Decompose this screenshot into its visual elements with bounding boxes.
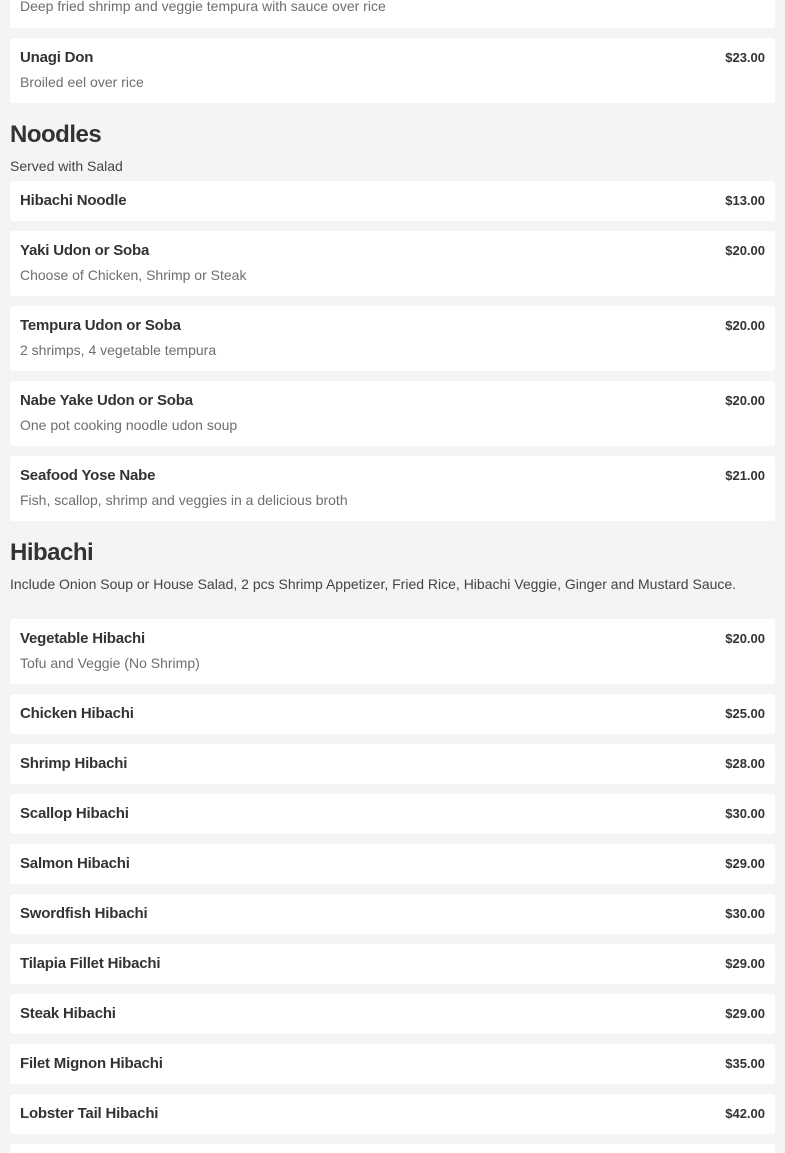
menu-item-tilapia-fillet-hibachi[interactable] xyxy=(10,944,775,984)
menu-item-description: Choose of Chicken, Shrimp or Steak xyxy=(20,267,247,283)
menu-item-shrimp-hibachi[interactable] xyxy=(10,744,775,784)
menu-item-filet-mignon-hibachi[interactable] xyxy=(10,1044,775,1084)
menu-item-price: $20.00 xyxy=(725,393,765,408)
menu-item-name: Steak Hibachi xyxy=(20,1005,116,1022)
menu-item-nabe-yake-udon[interactable] xyxy=(10,381,775,446)
menu-item-name: Hibachi Noodle xyxy=(20,192,127,209)
menu-item-price: $23.00 xyxy=(725,50,765,65)
menu-item-swordfish-hibachi[interactable] xyxy=(10,894,775,934)
section-title-hibachi: Hibachi xyxy=(10,539,94,566)
menu-item-price: $42.00 xyxy=(725,1106,765,1121)
menu-item-name: Salmon Hibachi xyxy=(20,855,130,872)
menu-item-scallop-hibachi[interactable] xyxy=(10,794,775,834)
menu-item-price: $29.00 xyxy=(725,956,765,971)
menu-item-description: Tofu and Veggie (No Shrimp) xyxy=(20,655,200,671)
menu-item-salmon-hibachi[interactable] xyxy=(10,844,775,884)
menu-item-tempura-don[interactable] xyxy=(10,0,775,28)
menu-item-price: $13.00 xyxy=(725,193,765,208)
menu-item-name: Nabe Yake Udon or Soba xyxy=(20,392,193,409)
menu-item-name: Swordfish Hibachi xyxy=(20,905,148,922)
menu-item-price: $20.00 xyxy=(725,243,765,258)
menu-item-price: $35.00 xyxy=(725,1056,765,1071)
menu-item-tempura-udon[interactable] xyxy=(10,306,775,371)
menu-item-description: Broiled eel over rice xyxy=(20,74,144,90)
menu-item-name: Lobster Tail Hibachi xyxy=(20,1105,159,1122)
menu-item-yaki-udon[interactable] xyxy=(10,231,775,296)
menu-item-chicken-hibachi[interactable] xyxy=(10,694,775,734)
menu-item-price: $29.00 xyxy=(725,1006,765,1021)
menu-item-next-partial[interactable] xyxy=(10,1144,775,1153)
menu-item-description: Deep fried shrimp and veggie tempura with sauce over rice xyxy=(20,0,386,14)
menu-item-name: Chicken Hibachi xyxy=(20,705,134,722)
section-description-noodles: Served with Salad xyxy=(10,158,123,174)
menu-item-description: Fish, scallop, shrimp and veggies in a delicious broth xyxy=(20,492,348,508)
menu-item-name: Tempura Udon or Soba xyxy=(20,317,181,334)
menu-item-price: $29.00 xyxy=(725,856,765,871)
menu-item-name: Scallop Hibachi xyxy=(20,805,129,822)
section-description-hibachi: Include Onion Soup or House Salad, 2 pcs Shrimp Appetizer, Fried Rice, Hibachi Veggie, Ginger and Mustard Sauce. xyxy=(10,576,737,592)
menu-item-name: Unagi Don xyxy=(20,49,94,66)
menu-item-price: $28.00 xyxy=(725,756,765,771)
menu-item-steak-hibachi[interactable] xyxy=(10,994,775,1034)
section-title-noodles: Noodles xyxy=(10,121,102,148)
menu-item-description: 2 shrimps, 4 vegetable tempura xyxy=(20,342,217,358)
menu-item-price: $20.00 xyxy=(725,631,765,646)
menu-item-name: Shrimp Hibachi xyxy=(20,755,128,772)
menu-item-price: $25.00 xyxy=(725,706,765,721)
menu-item-name: Filet Mignon Hibachi xyxy=(20,1055,163,1072)
menu-item-name: Yaki Udon or Soba xyxy=(20,242,150,259)
menu-item-price: $21.00 xyxy=(725,468,765,483)
menu-item-name: Seafood Yose Nabe xyxy=(20,467,156,484)
menu-item-price: $30.00 xyxy=(725,806,765,821)
menu-item-price: $30.00 xyxy=(725,906,765,921)
menu-item-name: Vegetable Hibachi xyxy=(20,630,145,647)
menu-item-hibachi-noodle[interactable] xyxy=(10,181,775,221)
menu-item-description: One pot cooking noodle udon soup xyxy=(20,417,238,433)
menu-item-price: $20.00 xyxy=(725,318,765,333)
menu-item-unagi-don[interactable] xyxy=(10,38,775,103)
menu-item-vegetable-hibachi[interactable] xyxy=(10,619,775,684)
menu-item-name: Tilapia Fillet Hibachi xyxy=(20,955,161,972)
menu-item-seafood-yose-nabe[interactable] xyxy=(10,456,775,521)
menu-item-lobster-tail-hibachi[interactable] xyxy=(10,1094,775,1134)
